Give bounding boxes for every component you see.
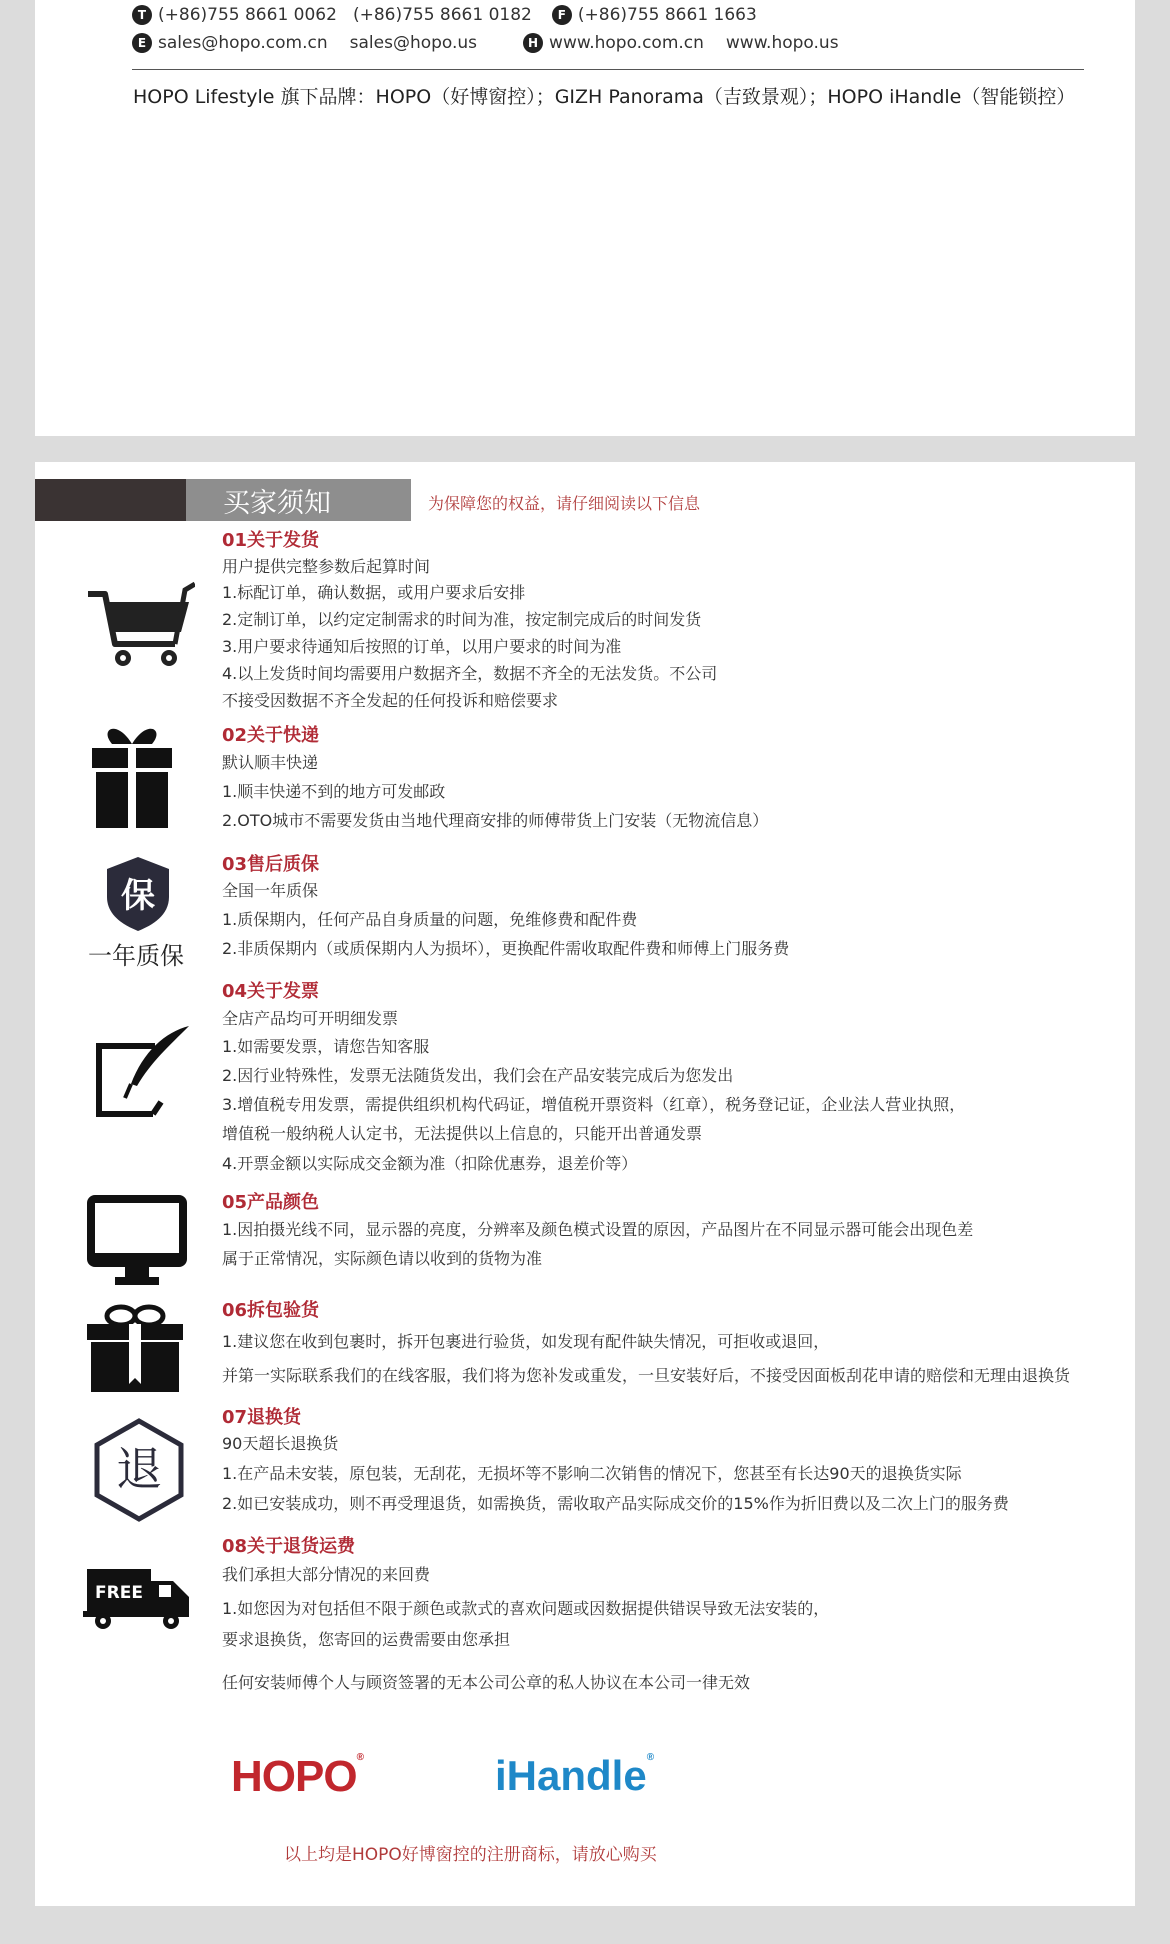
section-line: 1.因拍摄光线不同，显示器的亮度，分辨率及颜色模式设置的原因，产品图片在不同显示器可能会出现色差 — [222, 1220, 974, 1239]
section-line: 1.顺丰快递不到的地方可发邮政 — [222, 782, 446, 801]
fax-icon: F — [552, 5, 572, 25]
free-truck-icon — [83, 1567, 193, 1631]
notice-title: 买家须知 — [223, 488, 331, 519]
section-line: 2.OTO城市不需要发货由当地代理商安排的师傅带货上门安装（无物流信息） — [222, 811, 769, 830]
brands-line: HOPO Lifestyle 旗下品牌：HOPO（好博窗控）；GIZH Panorama（吉致景观）；HOPO iHandle（智能锁控） — [133, 86, 1076, 108]
section-line: 我们承担大部分情况的来回费 — [222, 1565, 431, 1584]
monitor-icon — [85, 1193, 189, 1287]
section-title-color: 05产品颜色 — [222, 1192, 320, 1213]
section-title-invoice: 04关于发票 — [222, 981, 320, 1002]
warranty-label: 一年质保 — [88, 942, 184, 970]
section-line: 1.如需要发票，请您告知客服 — [222, 1037, 430, 1056]
email-2[interactable]: sales@hopo.us — [349, 33, 478, 53]
svg-text:FREE: FREE — [95, 1583, 143, 1603]
section-line: 2.如已安装成功，则不再受理退货，如需换货，需收取产品实际成交价的15%作为折旧费以及二次上门的服务费 — [222, 1494, 1009, 1513]
section-line: 4.以上发货时间均需要用户数据齐全，数据不齐全的无法发货。不公司 — [222, 664, 718, 683]
phone-number-1: (+86)755 8661 0062 — [158, 5, 337, 25]
section-title-inspection: 06拆包验货 — [222, 1300, 320, 1321]
section-line: 全店产品均可开明细发票 — [222, 1009, 399, 1028]
phone-number-2: (+86)755 8661 0182 — [352, 5, 532, 25]
email-1[interactable]: sales@hopo.com.cn — [158, 33, 328, 53]
section-line: 1.标配订单，确认数据，或用户要求后安排 — [222, 583, 526, 602]
email-web-row — [132, 33, 839, 53]
section-line: 3.增值税专用发票，需提供组织机构代码证，增值税开票资料（红章），税务登记证，企业法人营业执照， — [222, 1095, 966, 1114]
svg-text:保: 保 — [121, 876, 155, 916]
shield-icon — [103, 855, 173, 933]
section-line: 3.用户要求待通知后按照的订单，以用户要求的时间为准 — [222, 637, 622, 656]
section-line: 并第一实际联系我们的在线客服，我们将为您补发或重发，一旦安装好后，不接受因面板刮花申请的赔偿和无理由退换货 — [222, 1366, 1071, 1385]
divider — [132, 69, 1084, 70]
header-bar-dark — [35, 479, 186, 521]
section-line: 用户提供完整参数后起算时间 — [222, 557, 431, 576]
section-line: 4.开票金额以实际成交金额为准（扣除优惠券，退差价等） — [222, 1154, 638, 1173]
section-line: 2.因行业特殊性，发票无法随货发出，我们会在产品安装完成后为您发出 — [222, 1066, 734, 1085]
phone-icon: T — [132, 5, 152, 25]
section-title-returns: 07退换货 — [222, 1407, 302, 1428]
section-line: 属于正常情况，实际颜色请以收到的货物为准 — [222, 1249, 543, 1268]
section-line: 1.质保期内，任何产品自身质量的问题，免维修费和配件费 — [222, 910, 638, 929]
section-line: 2.定制订单，以约定定制需求的时间为准，按定制完成后的时间发货 — [222, 610, 702, 629]
contact-panel — [35, 0, 1135, 436]
section-line: 默认顺丰快递 — [222, 753, 319, 772]
fax-number: (+86)755 8661 1663 — [577, 5, 757, 25]
disclaimer: 任何安装师傅个人与顾资签署的无本公司公章的私人协议在本公司一律无效 — [222, 1673, 751, 1692]
return-hexagon-icon — [93, 1417, 185, 1523]
shopping-cart-icon — [85, 570, 195, 670]
section-title-warranty: 03售后质保 — [222, 854, 320, 875]
section-line: 要求退换货，您寄回的运费需要由您承担 — [222, 1630, 511, 1649]
section-line: 增值税一般纳税人认定书，无法提供以上信息的，只能开出普通发票 — [222, 1124, 703, 1143]
email-icon: E — [132, 33, 152, 53]
notice-subtitle: 为保障您的权益，请仔细阅读以下信息 — [428, 494, 701, 513]
gift-box-icon — [87, 714, 177, 834]
section-title-shipping: 01关于发货 — [222, 530, 320, 551]
hopo-logo: HOPO® — [231, 1752, 363, 1801]
section-line: 90天超长退换货 — [222, 1434, 339, 1453]
section-line: 1.在产品未安装，原包装，无刮花，无损坏等不影响二次销售的情况下，您甚至有长达90天的退换货实际 — [222, 1464, 962, 1483]
section-line: 全国一年质保 — [222, 881, 319, 900]
website-1[interactable]: www.hopo.com.cn — [549, 33, 704, 53]
website-2[interactable]: www.hopo.us — [725, 33, 839, 53]
quill-pen-icon — [95, 1022, 195, 1126]
trademark-note: 以上均是HOPO好博窗控的注册商标，请放心购买 — [284, 1845, 657, 1865]
website-icon: H — [523, 33, 543, 53]
section-line: 2.非质保期内（或质保期内人为损坏），更换配件需收取配件费和师傅上门服务费 — [222, 939, 790, 958]
section-title-express: 02关于快递 — [222, 725, 320, 746]
svg-text:退: 退 — [116, 1442, 162, 1496]
section-line: 1.如您因为对包括但不限于颜色或款式的喜欢问题或因数据提供错误导致无法安装的， — [222, 1599, 830, 1618]
section-line: 不接受因数据不齐全发起的任何投诉和赔偿要求 — [222, 691, 559, 710]
section-line: 1.建议您在收到包裹时，拆开包裹进行验货，如发现有配件缺失情况，可拒收或退回， — [222, 1332, 830, 1351]
package-ribbon-icon — [85, 1302, 185, 1394]
ihandle-logo: iHandle® — [495, 1752, 655, 1799]
buyer-notice-panel — [35, 462, 1135, 1906]
section-title-return-shipping: 08关于退货运费 — [222, 1536, 356, 1557]
phone-fax-row — [132, 5, 757, 25]
